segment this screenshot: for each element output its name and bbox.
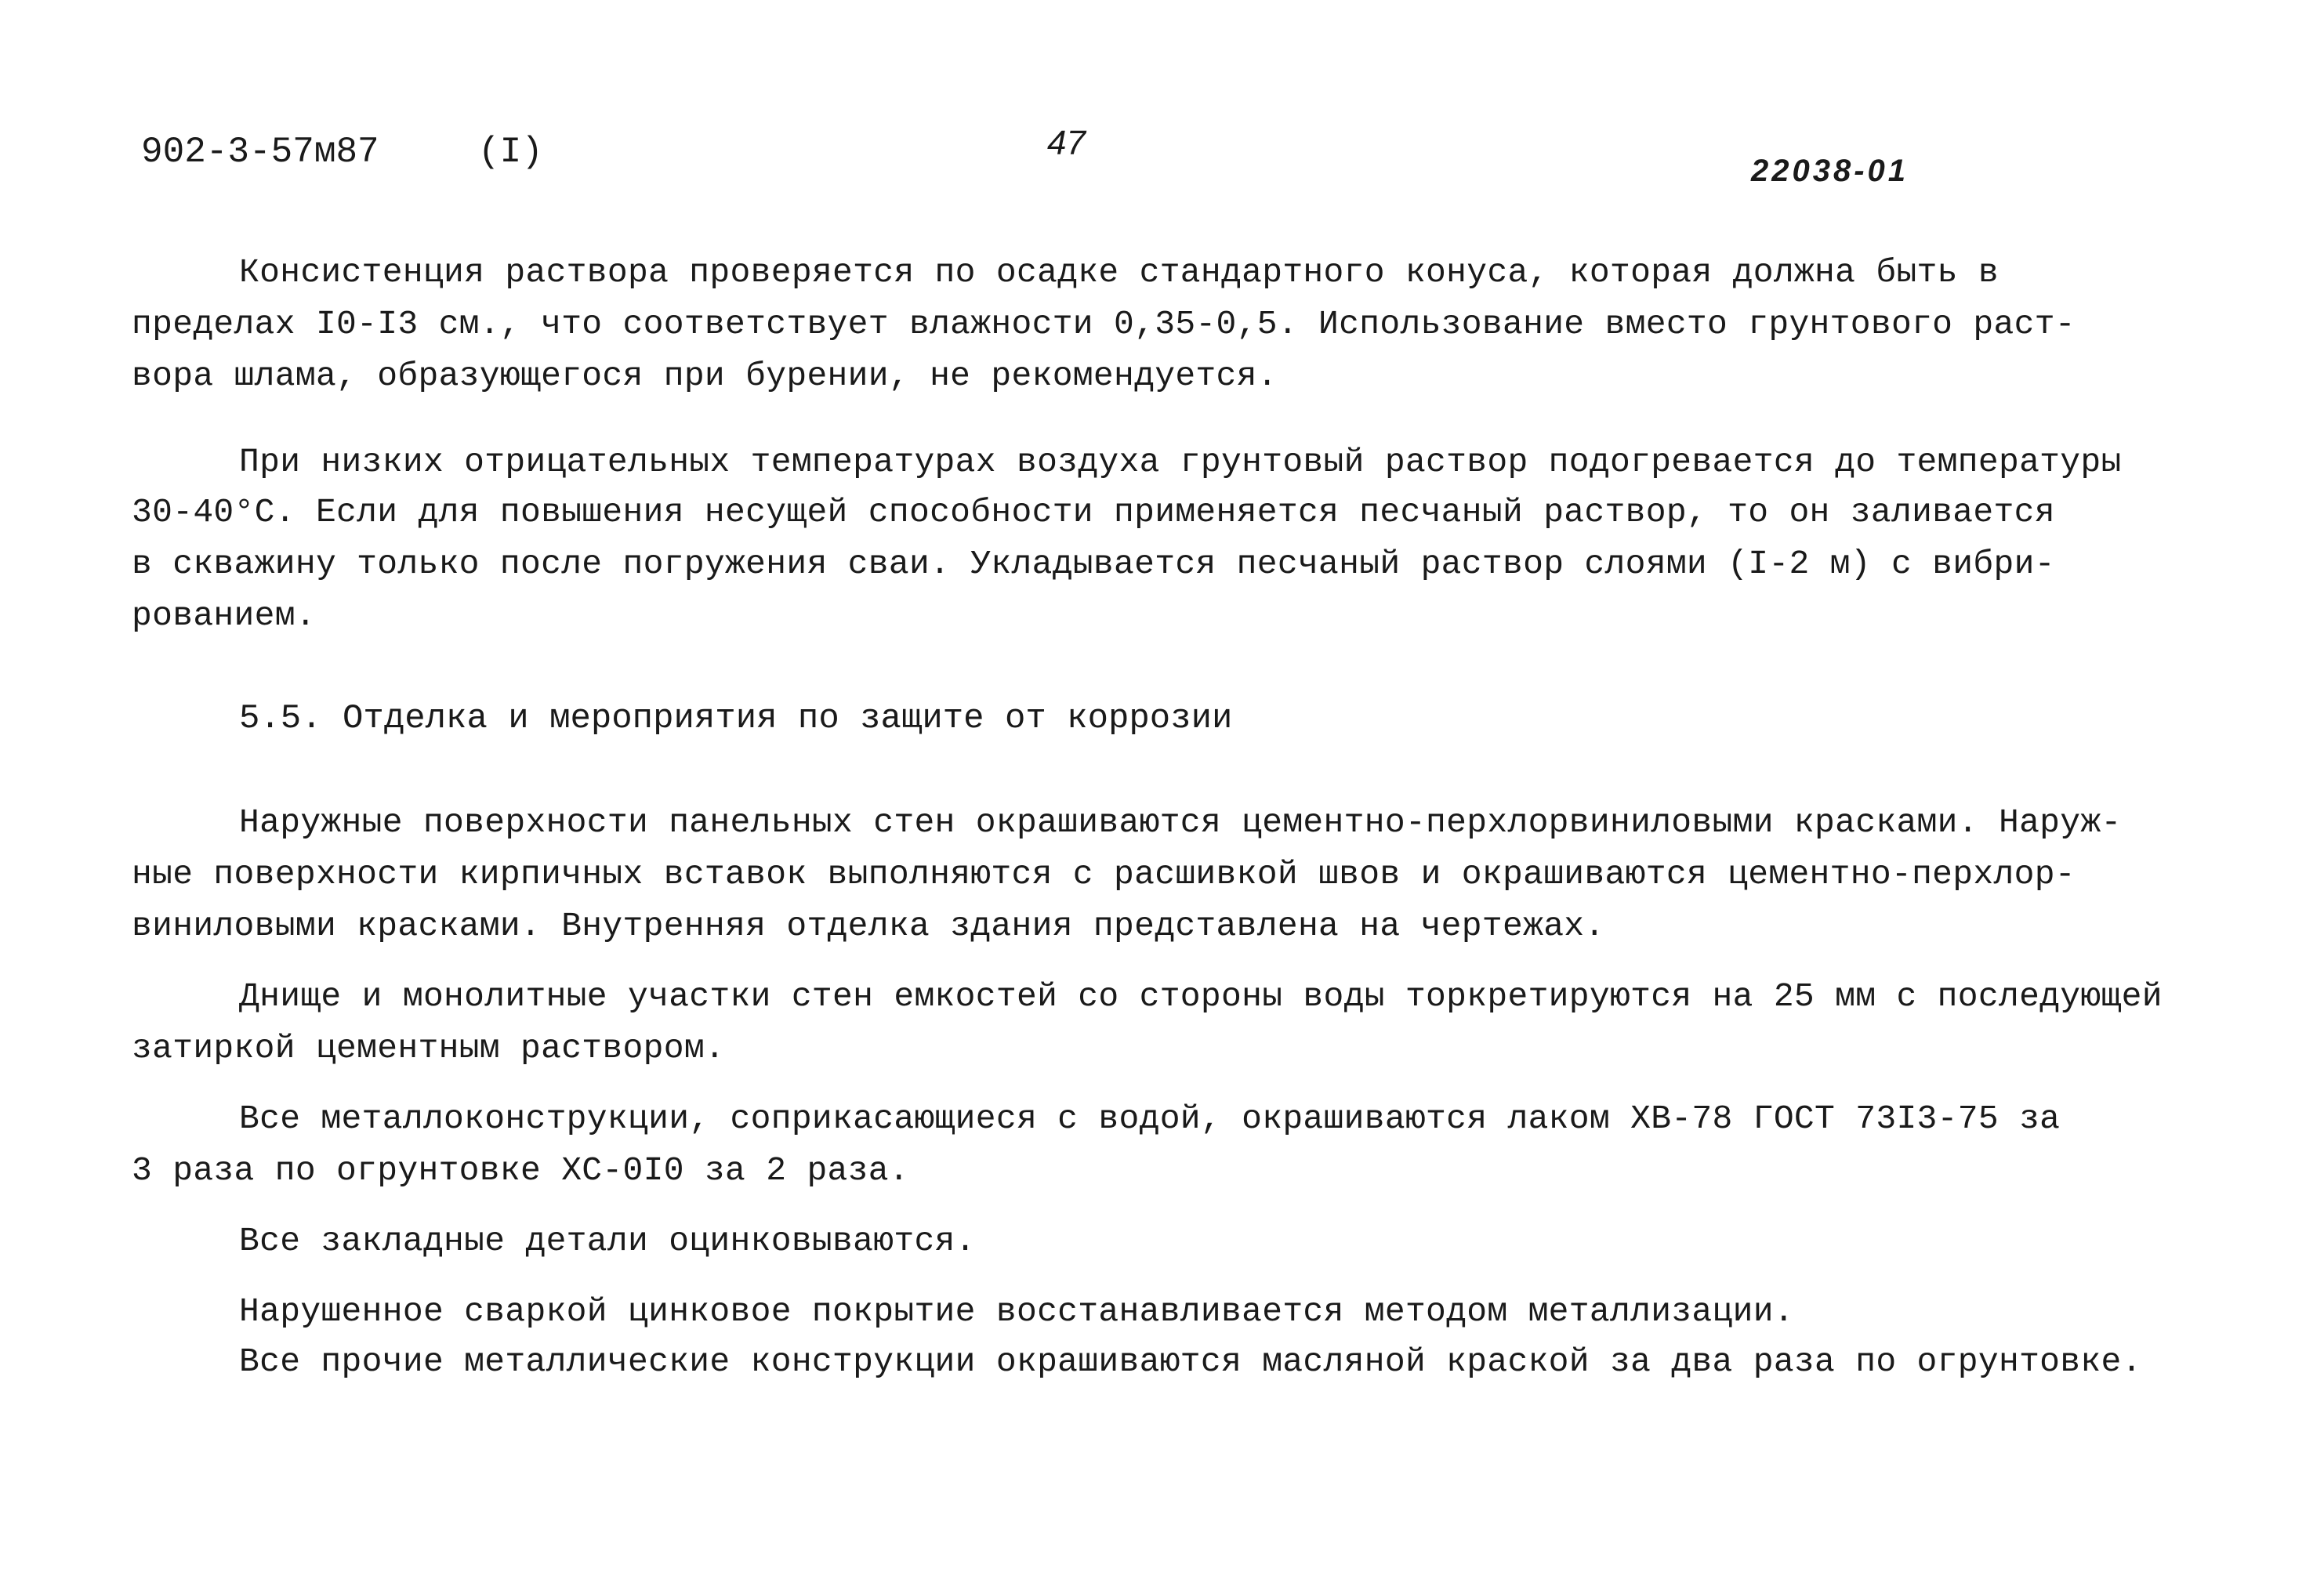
- sheet-id: 22038-01: [1751, 154, 1909, 188]
- paragraph-7-line-2: Все прочие металлические конструкции окрашиваются масляной краской за два раза по огрунтовке.: [239, 1342, 2142, 1381]
- section-heading: 5.5. Отделка и мероприятия по защите от коррозии: [239, 699, 1233, 738]
- paragraph-1-line-2: пределах I0-I3 см., что соответствует влажности 0,35-0,5. Использование вместо грунтового раст-: [132, 305, 2076, 343]
- paragraph-7-line-1: Нарушенное сваркой цинковое покрытие восстанавливается методом металлизации.: [239, 1292, 1794, 1331]
- paragraph-2-line-2: 30-40°С. Если для повышения несущей способности применяется песчаный раствор, то он заливается: [132, 493, 2055, 531]
- page-number: 47: [1047, 124, 1086, 162]
- paragraph-6-line-1: Все закладные детали оцинковываются.: [239, 1222, 976, 1260]
- paragraph-1-line-3: вора шлама, образующегося при бурении, не рекомендуется.: [132, 357, 1278, 395]
- paragraph-3-line-3: виниловыми красками. Внутренняя отделка здания представлена на чертежах.: [132, 907, 1605, 945]
- paragraph-1-line-1: Консистенция раствора проверяется по осадке стандартного конуса, которая должна быть в: [239, 253, 1999, 292]
- document-part: (I): [478, 132, 543, 172]
- paragraph-2-line-1: При низких отрицательных температурах воздуха грунтовый раствор подогревается до температуры: [239, 443, 2122, 481]
- document-code: 902-3-57м87: [141, 132, 379, 172]
- paragraph-3-line-1: Наружные поверхности панельных стен окрашиваются цементно-перхлорвиниловыми красками. Наруж-: [239, 803, 2122, 842]
- paragraph-2-line-4: рованием.: [132, 596, 316, 635]
- paragraph-4-line-1: Днище и монолитные участки стен емкостей со стороны воды торкретируются на 25 мм с последующей: [239, 977, 2163, 1016]
- paragraph-5-line-1: Все металлоконструкции, соприкасающиеся с водой, окрашиваются лаком ХВ-78 ГОСТ 73I3-75 за: [239, 1099, 2061, 1138]
- paragraph-5-line-2: 3 раза по огрунтовке ХС-0I0 за 2 раза.: [132, 1151, 909, 1190]
- paragraph-3-line-2: ные поверхности кирпичных вставок выполняются с расшивкой швов и окрашиваются цементно-перхлор-: [132, 855, 2076, 893]
- paragraph-2-line-3: в скважину только после погружения сваи. Укладывается песчаный раствор слоями (I-2 м) с вибри-: [132, 545, 2055, 583]
- paragraph-4-line-2: затиркой цементным раствором.: [132, 1029, 726, 1067]
